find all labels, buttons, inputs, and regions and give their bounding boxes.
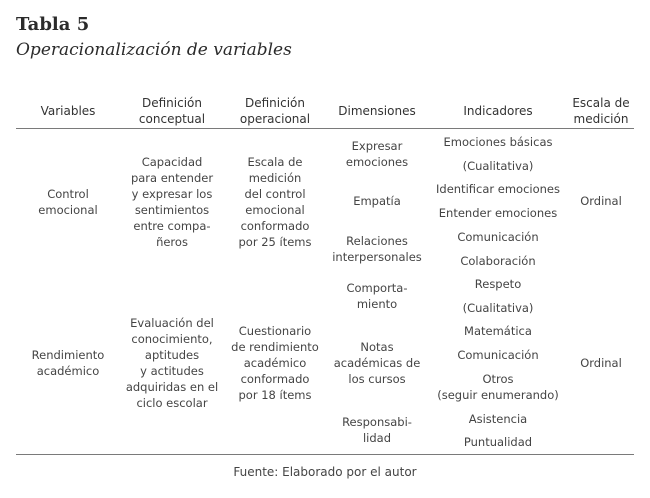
row2-variable-line: académico bbox=[36, 364, 100, 378]
header-def-operacional-line: operacional bbox=[239, 112, 311, 126]
header-variables: Variables bbox=[40, 104, 96, 118]
row1-def-operacional bbox=[225, 154, 325, 250]
row2-def-conceptual-line: conocimiento, bbox=[131, 332, 213, 346]
row1-variable-line: emocional bbox=[38, 203, 98, 217]
row2-indicator: Matemática bbox=[464, 324, 532, 338]
row1-def-operacional-line: Escala de bbox=[247, 155, 303, 169]
row2-def-operacional-line: por 18 ítems bbox=[238, 388, 312, 402]
row1-def-conceptual-line: sentimientos bbox=[134, 203, 210, 217]
row2-def-conceptual-line: aptitudes bbox=[144, 348, 200, 362]
row1-indicator: (Cualitativa) bbox=[462, 159, 534, 173]
header-indicadores: Indicadores bbox=[463, 104, 533, 118]
row2-def-conceptual bbox=[120, 315, 224, 411]
row1-def-operacional-line: por 25 ítems bbox=[238, 235, 312, 249]
row1-escala: Ordinal bbox=[580, 194, 622, 208]
row1-variable-line: Control bbox=[47, 187, 89, 201]
row2-dimension-line: académicas de bbox=[333, 356, 421, 370]
row1-def-conceptual-line: ñeros bbox=[156, 235, 188, 249]
row2-def-operacional-line: conformado bbox=[240, 372, 310, 386]
row2-indicator: Asistencia bbox=[468, 412, 528, 426]
row2-indicator-line: (seguir enumerando) bbox=[437, 388, 559, 402]
row2-def-conceptual-line: ciclo escolar bbox=[136, 396, 208, 410]
header-def-operacional-line: Definición bbox=[245, 96, 305, 110]
header-dimensiones: Dimensiones bbox=[338, 104, 416, 118]
header-rule bbox=[16, 128, 634, 129]
row2-dimension-line: Responsabi- bbox=[342, 415, 412, 429]
row1-def-conceptual-line: entre compa- bbox=[133, 219, 211, 233]
row2-def-operacional-line: Cuestionario bbox=[238, 324, 312, 338]
header-def-conceptual-line: conceptual bbox=[138, 112, 206, 126]
header-escala-line: medición bbox=[573, 112, 629, 126]
row2-def-operacional-line: académico bbox=[243, 356, 307, 370]
row2-dimension bbox=[325, 280, 429, 312]
row2-def-conceptual-line: adquiridas en el bbox=[125, 380, 219, 394]
row1-indicator: Comunicación bbox=[457, 230, 539, 244]
header-escala bbox=[566, 95, 636, 127]
row2-indicator-line: Otros bbox=[482, 372, 514, 386]
row2-def-conceptual-line: Evaluación del bbox=[130, 316, 214, 330]
row1-dimension-line: emociones bbox=[345, 155, 409, 169]
row1-def-operacional-line: medición bbox=[248, 171, 302, 185]
row2-indicator: Comunicación bbox=[457, 348, 539, 362]
row2-variable bbox=[16, 347, 120, 379]
table-source: Fuente: Elaborado por el autor bbox=[233, 465, 417, 479]
row2-indicator: Respeto bbox=[474, 277, 522, 291]
row1-def-conceptual-line: para entender bbox=[130, 171, 214, 185]
row2-dimension-line: los cursos bbox=[348, 372, 406, 386]
row2-dimension-line: lidad bbox=[362, 431, 392, 445]
header-def-conceptual bbox=[120, 95, 224, 127]
row1-def-conceptual-line: Capacidad bbox=[141, 155, 203, 169]
row2-def-conceptual-line: y actitudes bbox=[140, 364, 204, 378]
row2-indicator: (Cualitativa) bbox=[462, 301, 534, 315]
table-title: Tabla 5 bbox=[16, 14, 90, 35]
row2-def-operacional-line: de rendimiento bbox=[231, 340, 319, 354]
row1-def-conceptual bbox=[120, 154, 224, 250]
header-def-conceptual-line: Definición bbox=[142, 96, 202, 110]
row1-dimension-line: Empatía bbox=[353, 194, 401, 208]
row1-dimension bbox=[325, 233, 429, 265]
row1-dimension bbox=[325, 138, 429, 170]
row1-indicator: Emociones básicas bbox=[443, 135, 553, 149]
row2-dimension-line: Comporta- bbox=[346, 281, 408, 295]
row2-def-operacional bbox=[225, 323, 325, 403]
row1-indicator: Identificar emociones bbox=[436, 182, 560, 196]
row1-def-operacional-line: del control bbox=[244, 187, 306, 201]
row1-dimension-line: Expresar bbox=[351, 139, 403, 153]
row1-def-operacional-line: conformado bbox=[240, 219, 310, 233]
row1-variable bbox=[16, 186, 120, 218]
bottom-rule bbox=[16, 454, 634, 455]
header-escala-line: Escala de bbox=[572, 96, 630, 110]
row2-dimension-line: miento bbox=[356, 297, 398, 311]
row2-indicator: Puntualidad bbox=[463, 435, 533, 449]
row2-variable-line: Rendimiento bbox=[31, 348, 105, 362]
row1-indicator: Entender emociones bbox=[438, 206, 558, 220]
row1-dimension-line: interpersonales bbox=[332, 250, 422, 264]
row2-escala: Ordinal bbox=[580, 356, 622, 370]
header-def-operacional bbox=[225, 95, 325, 127]
row2-indicator bbox=[430, 371, 566, 403]
row1-def-conceptual-line: y expresar los bbox=[131, 187, 213, 201]
row1-dimension bbox=[325, 193, 429, 209]
row1-dimension-line: Relaciones bbox=[346, 234, 408, 248]
row1-indicator: Colaboración bbox=[460, 254, 536, 268]
row2-dimension-line: Notas bbox=[360, 340, 394, 354]
row2-dimension bbox=[325, 339, 429, 387]
row2-dimension bbox=[325, 414, 429, 446]
table-subtitle: Operacionalización de variables bbox=[16, 40, 292, 60]
row1-def-operacional-line: emocional bbox=[245, 203, 305, 217]
